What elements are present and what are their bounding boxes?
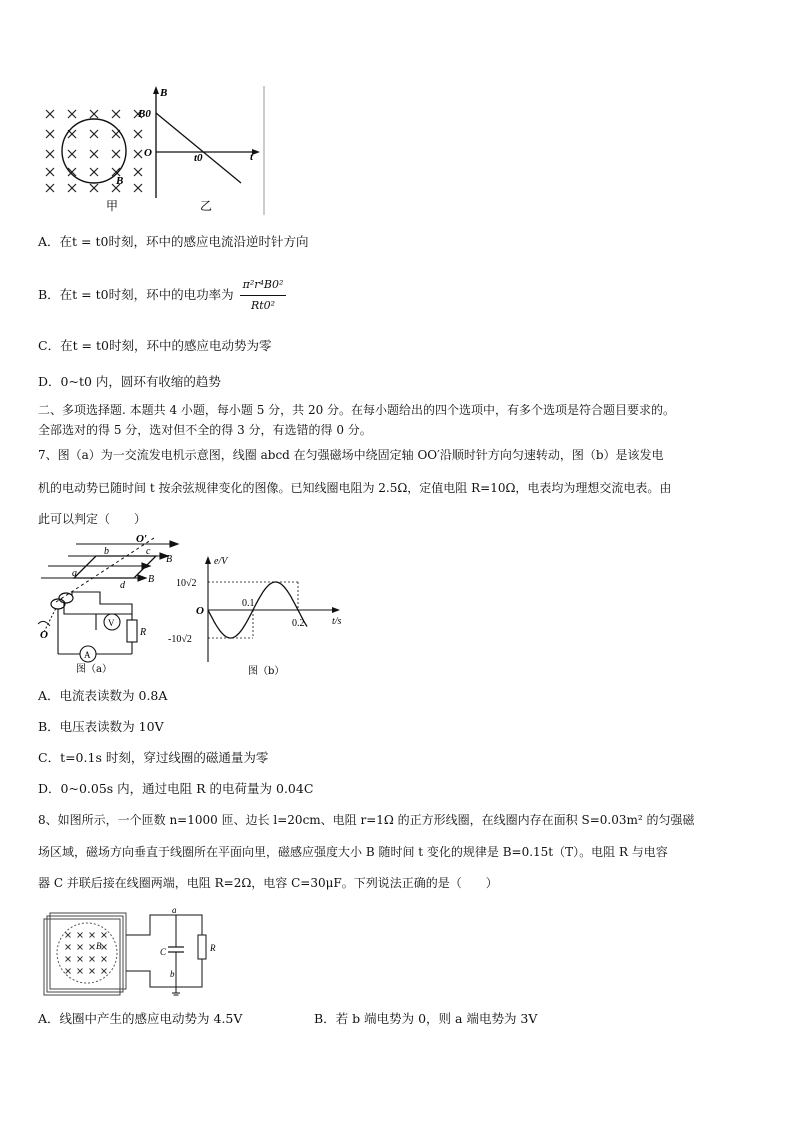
q8-line2: 场区域，磁场方向垂直于线圈所在平面向里，磁感应强度大小 B 随时间 t 变化的规律是 B=0.15t（T）。电阻 R 与电容 [38,845,668,859]
label-r: R [140,627,147,638]
label-o-prime: O′ [136,533,148,545]
label-c: c [146,546,151,557]
label-node-a: a [172,905,177,915]
graph-y-tick: B0 [138,108,151,120]
q7-line3: 此可以判定（ ） [38,512,147,526]
graph-origin-b: O [196,605,204,617]
label-o: O [40,629,48,641]
ring-field-label: B [116,175,124,187]
figure-emf-graph-b [168,552,358,682]
q8-line1: 8、如图所示，一个匝数 n=1000 匝、边长 l=20cm、电阻 r=1Ω 的正方形线圈，在线圈内存在面积 S=0.03m² 的匀强磁 [38,813,695,827]
q7-option-d: D．0~0.05s 内，通过电阻 R 的电荷量为 0.04C [38,781,314,796]
q6-option-b [38,276,286,315]
label-ammeter: A [84,650,91,660]
graph-origin: O [144,147,152,159]
q7-option-a: A．电流表读数为 0.8A [38,688,168,703]
label-resistor: R [210,943,216,953]
label-b: b [104,546,109,557]
graph-y-label: B [160,87,168,99]
graph-t2: 0.2 [292,618,305,629]
graph-ymax: 10√2 [176,578,197,589]
caption-jia: 甲 [106,199,119,213]
graph-t-label: t/s [332,616,342,627]
graph-x-label: t [250,151,254,163]
figure-generator-a [36,532,186,682]
label-field-b2: B [148,574,155,585]
q7-option-b: B．电压表读数为 10V [38,719,164,734]
label-field-b1: B [166,554,173,565]
q8-option-a: A．线圈中产生的感应电动势为 4.5V [38,1011,243,1026]
graph-b-line [156,113,241,183]
label-field-b: B [96,941,102,951]
field-crosses [46,110,142,192]
q6-option-b-text: B．在t = t0时刻，环中的电功率为 [38,287,234,302]
figure-coil-circuit [40,905,230,1000]
graph-x-tick: t0 [194,152,203,164]
graph-t1: 0.1 [242,598,255,609]
label-d: d [120,580,125,591]
conducting-ring [62,119,126,183]
label-node-b: b [170,969,175,979]
q8-line3: 器 C 并联后接在线圈两端，电阻 R=2Ω，电容 C=30μF。下列说法正确的是（ ） [38,876,498,890]
q6-option-c: C．在t = t0时刻，环中的感应电动势为零 [38,338,272,353]
fraction-denominator: Rt0² [250,299,276,312]
q6-option-b-fraction [240,276,287,315]
label-voltmeter: V [108,618,115,628]
q6-option-a: A．在t = t0时刻，环中的感应电流沿逆时针方向 [38,234,309,249]
q7-line1: 7、图（a）为一交流发电机示意图，线圈 abcd 在匀强磁场中绕固定轴 OO′沿顺时针方向匀速转动，图（b）是该发电 [38,448,664,462]
q7-line2: 机的电动势已随时间 t 按余弦规律变化的图像。已知线圈电阻为 2.5Ω，定值电阻 R=10Ω，电表均为理想交流电表。由 [38,481,672,495]
label-a: a [72,568,77,579]
caption-fig-b: 图（b） [248,666,285,677]
section2-line2: 全部选对的得 5 分，选对但不全的得 3 分，有选错的得 0 分。 [38,423,372,437]
fraction-numerator: π²r⁴B0² [240,276,287,296]
graph-e-label: e/V [214,556,228,567]
label-capacitor: C [160,947,167,957]
q8-option-b: B．若 b 端电势为 0，则 a 端电势为 3V [314,1011,538,1026]
caption-fig-a: 图（a） [76,664,112,675]
q6-option-d: D．0~t0 内，圆环有收缩的趋势 [38,374,221,389]
caption-yi: 乙 [200,199,213,213]
graph-ymin: -10√2 [168,634,192,645]
section2-line1: 二、多项选择题. 本题共 4 小题，每小题 5 分，共 20 分。在每小题给出的四个选项中，有多个选项是符合题目要求的。 [38,403,676,417]
q7-option-c: C．t=0.1s 时刻，穿过线圈的磁通量为零 [38,750,269,765]
figure-magnetic-ring [36,80,276,220]
